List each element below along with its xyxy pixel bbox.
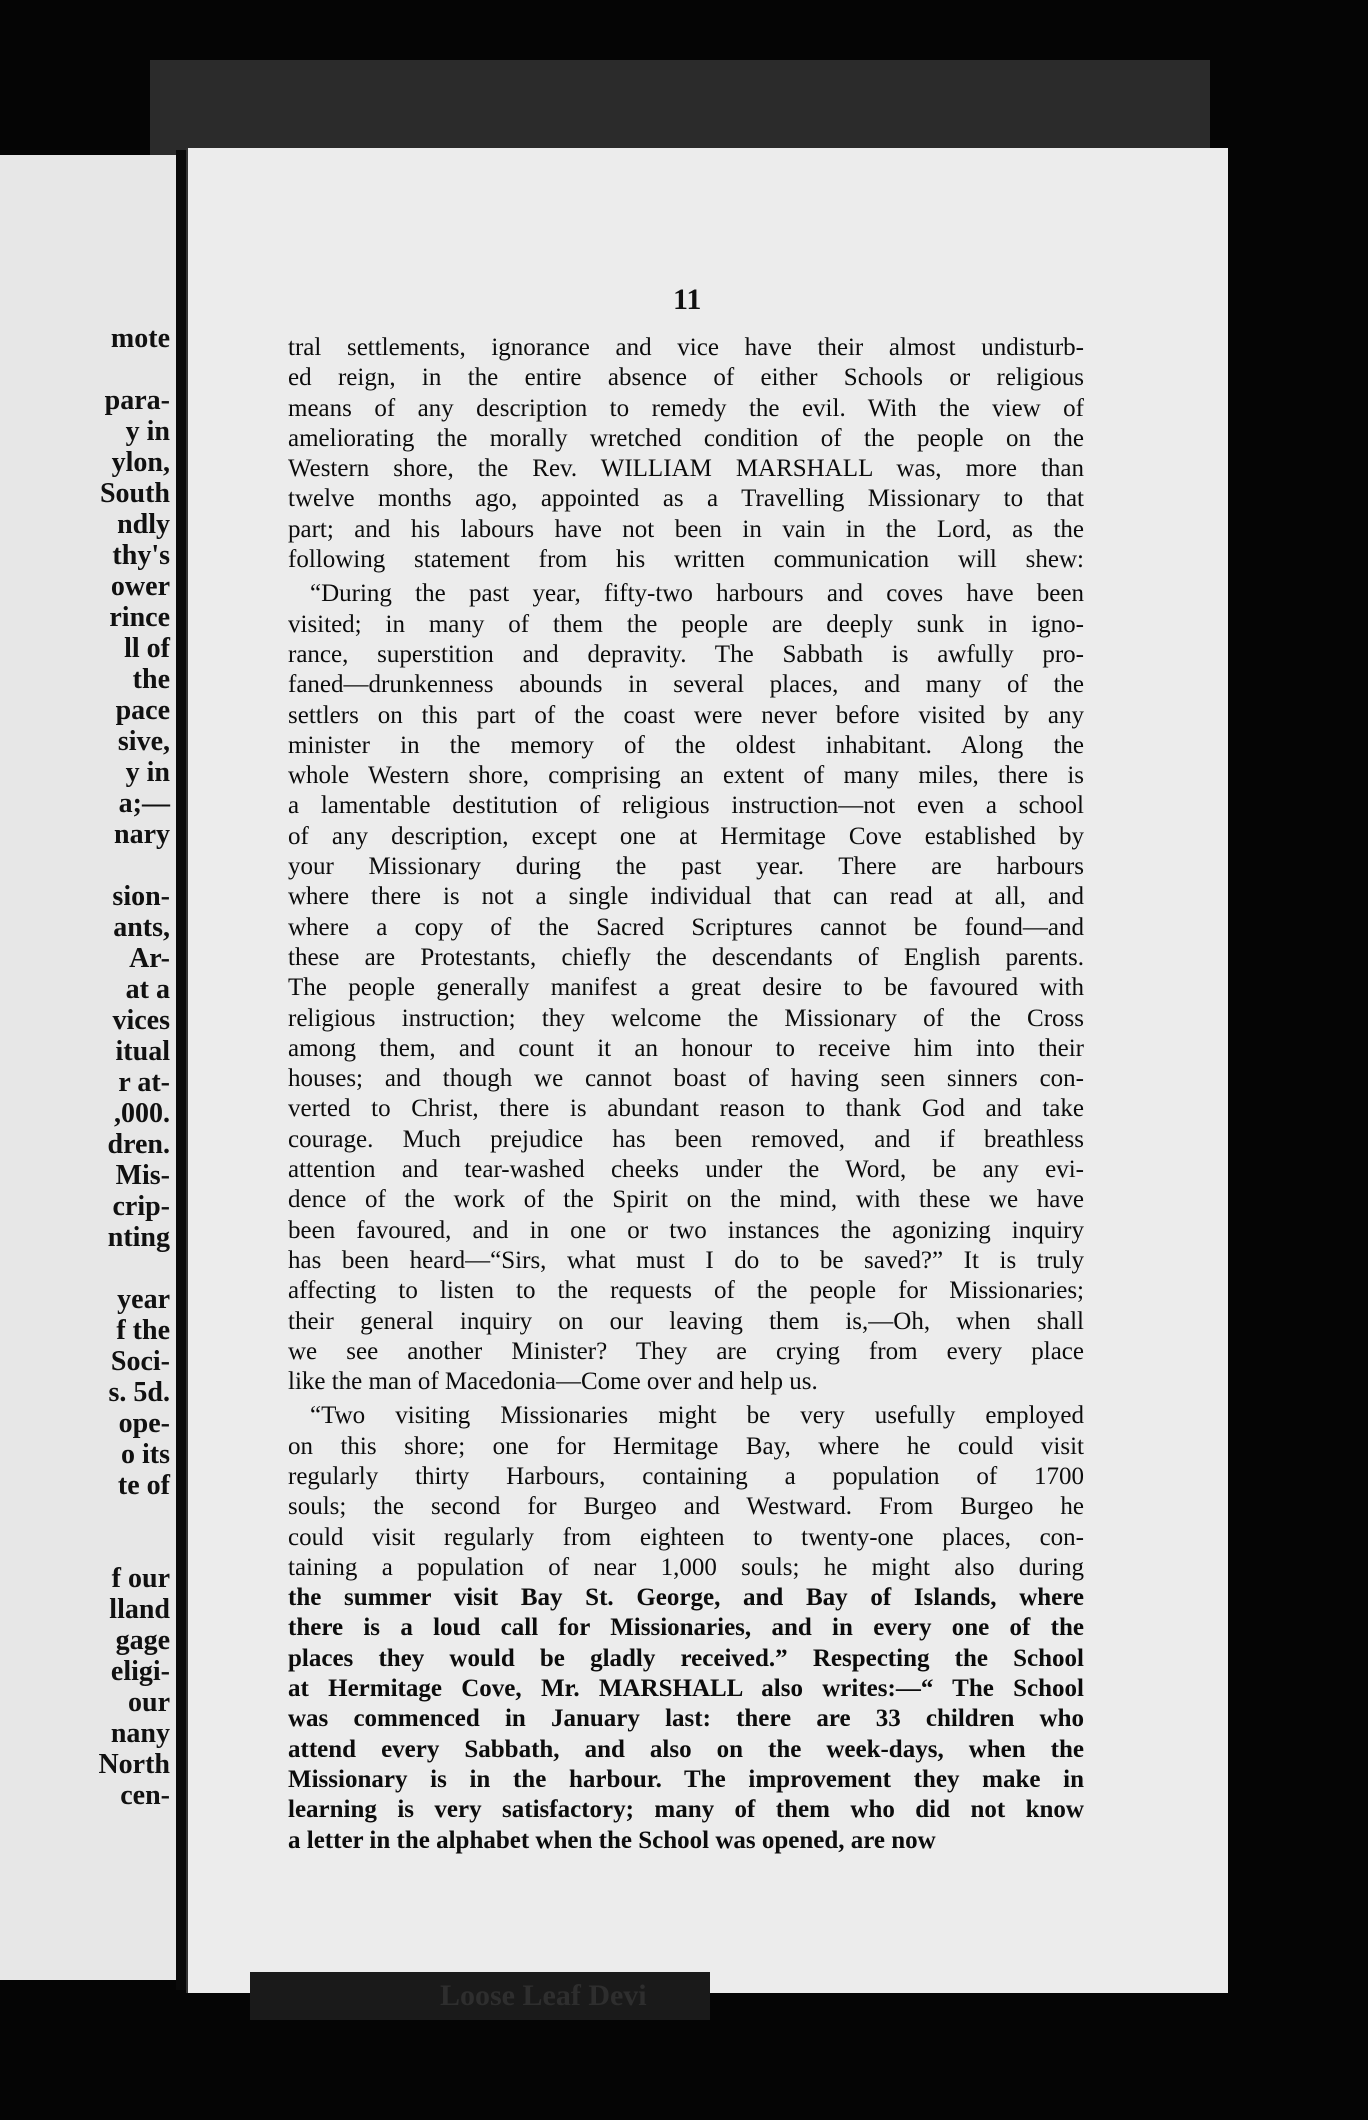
fragment-line: ylon, (111, 447, 170, 478)
text-line: part; and his labours have not been in vain in the Lord, as the (288, 515, 1084, 543)
fragment-line (10, 1253, 170, 1284)
fragment-line (10, 1501, 170, 1532)
text-line: religious instruction; they welcome the Missionary of the Cross (288, 1004, 1084, 1032)
fragment-line: dren. (107, 1129, 170, 1160)
fragment-line: mote (110, 323, 170, 354)
text-line: regularly thirty Harbours, containing a population of 1700 (288, 1462, 1084, 1490)
text-line: their general inquiry on our leaving them is,—Oh, when shall (288, 1307, 1084, 1335)
fragment-line: s. 5d. (108, 1377, 170, 1408)
fragment-line: rince (109, 602, 170, 633)
fragment-line: o its (121, 1439, 170, 1470)
text-line: been favoured, and in one or two instances the agonizing inquiry (288, 1216, 1084, 1244)
paragraph (288, 1401, 1084, 1855)
fragment-line: ower (110, 571, 170, 602)
text-line: visited; in many of them the people are deeply sunk in igno- (288, 610, 1084, 638)
fragment-line (10, 850, 170, 881)
text-line: was commenced in January last: there are 33 children who (288, 1705, 1084, 1733)
fragment-line: nany (110, 1718, 170, 1749)
text-line: like the man of Macedonia—Come over and help us. (288, 1368, 818, 1396)
fragment-line: ,000. (114, 1098, 170, 1129)
text-line: a lamentable destitution of religious instruction—not even a school (288, 792, 1084, 820)
paragraph (288, 333, 1084, 575)
text-line: a letter in the alphabet when the School was opened, are now (288, 1826, 936, 1854)
text-line: ameliorating the morally wretched condition of the people on the (288, 424, 1084, 452)
fragment-line: cen- (120, 1780, 170, 1811)
text-line: following statement from his written communication will shew: (288, 546, 1084, 574)
text-line: Missionary is in the harbour. The improvement they make in (288, 1765, 1084, 1793)
text-line: faned—drunkenness abounds in several places, and many of the (288, 671, 1084, 699)
fragment-line: sive, (117, 726, 170, 757)
text-line: your Missionary during the past year. There are harbours (288, 853, 1084, 881)
text-line: rance, superstition and depravity. The Sabbath is awfully pro- (288, 640, 1084, 668)
text-line: means of any description to remedy the evil. With the view of (288, 394, 1084, 422)
fragment-line: vices (112, 1005, 170, 1036)
text-line: verted to Christ, there is abundant reason to thank God and take (288, 1095, 1084, 1123)
fragment-line: te of (117, 1470, 170, 1501)
scan-top-shadow (150, 60, 1210, 160)
fragment-line: Mis- (115, 1160, 170, 1191)
fragment-line (10, 354, 170, 385)
fragment-line: ope- (118, 1408, 170, 1439)
fragment-line: a;— (118, 788, 170, 819)
text-line: at Hermitage Cove, Mr. MARSHALL also writes:—“ The School (288, 1675, 1084, 1703)
fragment-line: Ar- (129, 943, 170, 974)
text-line: among them, and count it an honour to receive him into their (288, 1034, 1084, 1062)
text-line: “Two visiting Missionaries might be very usefully employed (310, 1402, 1084, 1430)
fragment-line: nary (114, 819, 170, 850)
text-line: where a copy of the Sacred Scriptures cannot be found—and (288, 913, 1084, 941)
text-line: tral settlements, ignorance and vice have their almost undisturb- (288, 334, 1084, 361)
fragment-line: y in (125, 757, 170, 788)
text-line: taining a population of near 1,000 souls; he might also during (288, 1553, 1084, 1581)
text-line: minister in the memory of the oldest inhabitant. Along the (288, 731, 1084, 759)
text-line: learning is very satisfactory; many of them who did not know (288, 1796, 1084, 1824)
fragment-line: at a (125, 974, 170, 1005)
fragment-line: our (128, 1687, 170, 1718)
fragment-line: f the (116, 1315, 170, 1346)
fragment-line: the (132, 664, 170, 695)
fragment-line: South (99, 478, 170, 509)
text-line: “During the past year, fifty-two harbours and coves have been (310, 580, 1084, 608)
footer-stamp-text: Loose Leaf Devi (440, 1979, 647, 2012)
text-line: has been heard—“Sirs, what must I do to be saved?” It is truly (288, 1246, 1084, 1274)
book-gutter (176, 150, 186, 1990)
text-line: houses; and though we cannot boast of having seen sinners con- (288, 1065, 1084, 1093)
paragraph (288, 579, 1084, 1397)
fragment-line: ndly (117, 509, 170, 540)
text-line: Western shore, the Rev. WILLIAM MARSHALL was, more than (288, 455, 1084, 483)
fragment-line (10, 1532, 170, 1563)
fragment-line: ll of (124, 633, 170, 664)
text-line: we see another Minister? They are crying from every place (288, 1337, 1084, 1365)
text-line: could visit regularly from eighteen to twenty-one places, con- (288, 1523, 1084, 1551)
fragment-line: Soci- (110, 1346, 170, 1377)
text-line: ed reign, in the entire absence of either Schools or religious (288, 364, 1084, 392)
text-line: courage. Much prejudice has been removed, and if breathless (288, 1125, 1084, 1153)
text-line: whole Western shore, comprising an extent of many miles, there is (288, 762, 1084, 790)
scanner-footer-stamp (250, 1972, 710, 2020)
fragment-line: year (117, 1284, 170, 1315)
text-line: places they would be gladly received.” Respecting the School (288, 1644, 1084, 1672)
text-line: of any description, except one at Hermitage Cove established by (288, 822, 1084, 850)
text-line: where there is not a single individual that can read at all, and (288, 883, 1084, 911)
fragment-line: f our (111, 1563, 170, 1594)
text-line: affecting to listen to the requests of the people for Missionaries; (288, 1277, 1084, 1305)
text-line: these are Protestants, chiefly the descendants of English parents. (288, 943, 1084, 971)
text-line: The people generally manifest a great desire to be favoured with (288, 974, 1084, 1002)
text-line: attend every Sabbath, and also on the week-days, when the (288, 1735, 1084, 1763)
fragment-line: nting (107, 1222, 170, 1253)
fragment-line: thy's (112, 540, 170, 571)
body-text (288, 333, 1084, 1856)
text-line: there is a loud call for Missionaries, and in every one of the (288, 1614, 1084, 1642)
text-line: attention and tear-washed cheeks under the Word, be any evi- (288, 1156, 1084, 1184)
text-line: dence of the work of the Spirit on the mind, with these we have (288, 1186, 1084, 1214)
fragment-line: lland (109, 1594, 170, 1625)
fragment-line: pace (115, 695, 170, 726)
page-number: 11 (673, 283, 702, 316)
text-line: souls; the second for Burgeo and Westward. From Burgeo he (288, 1493, 1084, 1521)
fragment-line: crip- (112, 1191, 170, 1222)
fragment-line: ants, (113, 912, 170, 943)
text-line: on this shore; one for Hermitage Bay, where he could visit (288, 1432, 1084, 1460)
text-line: the summer visit Bay St. George, and Bay of Islands, where (288, 1584, 1084, 1612)
facing-page-fragments (10, 323, 170, 1811)
fragment-line: itual (115, 1036, 170, 1067)
fragment-line: sion- (112, 881, 170, 912)
fragment-line: eligi- (110, 1656, 170, 1687)
fragment-line: r at- (118, 1067, 170, 1098)
text-line: twelve months ago, appointed as a Travelling Missionary to that (288, 485, 1084, 513)
fragment-line: para- (104, 385, 170, 416)
fragment-line: North (98, 1749, 170, 1780)
facing-page-left (0, 155, 179, 1980)
text-line: settlers on this part of the coast were never before visited by any (288, 701, 1084, 729)
page-right (186, 148, 1228, 1993)
fragment-line: gage (115, 1625, 170, 1656)
fragment-line: y in (125, 416, 170, 447)
